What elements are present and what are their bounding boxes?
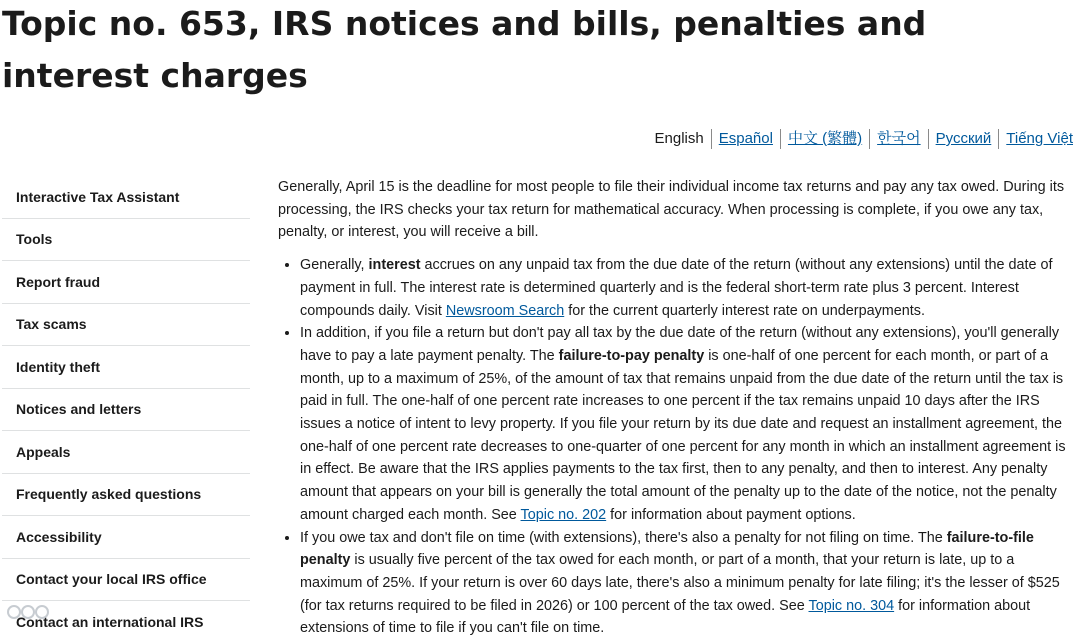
sidebar-item-faq[interactable]: Frequently asked questions — [2, 474, 250, 517]
sidebar-item-notices-and-letters[interactable]: Notices and letters — [2, 389, 250, 432]
sidebar-item-identity-theft[interactable]: Identity theft — [2, 346, 250, 389]
sidebar-item-contact-international[interactable]: Contact an international IRS — [16, 614, 204, 631]
bullet-text: If you owe tax and don't file on time (with extensions), there's also a penalty for not filing on time. The — [300, 529, 947, 546]
language-english: English — [648, 129, 712, 149]
page-title: Topic no. 653, IRS notices and bills, penalties and interest charges — [2, 4, 927, 95]
language-vietnamese-link[interactable]: Tiếng Việt — [1006, 130, 1073, 147]
sidebar-item-appeals[interactable]: Appeals — [2, 431, 250, 474]
term-failure-to-file: failure-to-file penalty — [300, 529, 1034, 569]
bullet-text: for information about payment options. — [606, 506, 856, 523]
bullet-text: accrues on any unpaid tax from the due date of the return (without any extensions) until the date of payment in full. The interest rate is determined quarterly and is the federal short-term rate plus 3 percent. Interest compounds daily. Visit — [300, 257, 1053, 319]
list-item-failure-to-file — [300, 527, 1076, 636]
bullet-text: In addition, if you file a return but don't pay all tax by the due date of the return (without any extensions), you'll generally have to pay a late payment penalty. The — [300, 325, 1060, 364]
sidebar-item-tools[interactable]: Tools — [2, 219, 250, 262]
language-chinese-traditional-link[interactable]: 中文 (繁體) — [781, 129, 870, 149]
intro-paragraph: Generally, April 15 is the deadline for most people to file their individual income tax returns and pay any tax owed. During its processing, the IRS checks your tax return for mathematical accuracy. When processing is complete, if you owe any tax, penalty, or interest, you will receive a bill. — [278, 179, 1065, 241]
sidebar-item-interactive-tax-assistant[interactable]: Interactive Tax Assistant — [2, 176, 250, 219]
bullet-text: is usually five percent of the tax owed for each month, or part of a month, that your return is late, up to a maximum of 25%. If your return is over 60 days late, there's also a minimum penalty for late filing; it's the lesser of $525 (for tax returns required to be filed in 2026) or 100 percent of the tax owed. See — [300, 552, 1060, 614]
language-korean-link[interactable]: 한국어 — [870, 129, 928, 149]
list-item-failure-to-pay — [300, 322, 1076, 526]
term-failure-to-pay: failure-to-pay penalty — [558, 347, 705, 364]
term-interest: interest — [368, 257, 421, 274]
bullet-text: for information about extensions of time to file if you can't file on time. — [300, 597, 1031, 636]
sidebar-item-accessibility[interactable]: Accessibility — [2, 516, 250, 559]
penalty-list — [278, 254, 1076, 636]
bullet-text: for the current quarterly interest rate on underpayments. — [564, 302, 925, 319]
language-espanol-link[interactable]: Español — [712, 129, 781, 149]
list-item-interest — [300, 254, 1076, 322]
bullet-text: Generally, — [300, 257, 369, 274]
topic-202-link[interactable]: Topic no. 202 — [520, 506, 607, 523]
sidebar-item-tax-scams[interactable]: Tax scams — [2, 304, 250, 347]
sidebar-item-contact-local-office[interactable]: Contact your local IRS office — [2, 559, 250, 602]
newsroom-search-link[interactable]: Newsroom Search — [445, 302, 565, 319]
bullet-text: is one-half of one percent for each month, or part of a month, up to a maximum of 25%, of the amount of tax that remains unpaid from the due date of the return until the tax is paid in full. The one-half of one percent rate increases to one percent if the tax remains unpaid 10 days after the IRS issues a notice of intent to levy property. If you file your return by its due date and request an installment agreement, the one-half of one percent rate decreases to one-quarter of one percent for any month in which an installment agreement is in effect. Be aware that the IRS applies payments to the tax first, then to any penalty, and then to interest. Any penalty amount that appears on your bill is generally the total amount of the penalty up to the date of the notice, not the penalty amount charged each month. See — [300, 347, 1066, 523]
topic-304-link[interactable]: Topic no. 304 — [808, 597, 895, 614]
language-russian-link[interactable]: Русский — [929, 129, 1000, 149]
sidebar-item-report-fraud[interactable]: Report fraud — [2, 261, 250, 304]
language-switcher — [648, 128, 1073, 150]
sidebar-nav — [2, 176, 250, 636]
main-content — [278, 176, 1076, 636]
